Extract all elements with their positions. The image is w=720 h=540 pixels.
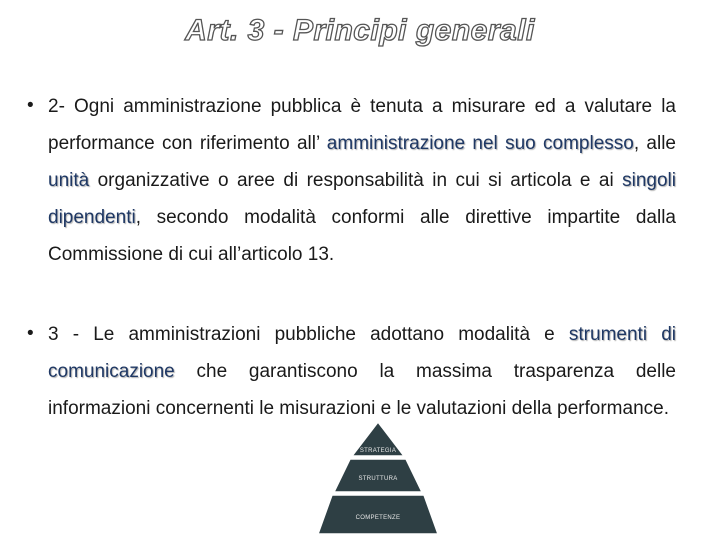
paragraph-number: 3 -	[48, 324, 80, 345]
highlight-term: amministrazione nel suo complesso	[326, 133, 634, 154]
slide-title: Art. 3 - Principi generali	[185, 14, 535, 47]
paragraph-art3-comma3	[48, 316, 676, 427]
highlight-term: strumenti di comunicazione	[48, 324, 676, 382]
pyramid-label-middle: STRUTTURA	[358, 476, 398, 482]
paragraph-text: che garantiscono la massima trasparenza delle informazioni concernenti le misurazioni e le valutazioni della performance.	[48, 361, 676, 419]
paragraph-number: 2-	[48, 96, 65, 117]
paragraph-text: organizzative o aree di responsabilità in cui si articola e ai	[89, 170, 623, 191]
bullet-marker: •	[27, 323, 34, 344]
pyramid-label-top: STRATEGIA	[359, 448, 397, 454]
paragraph-text: Ogni amministrazione pubblica è tenuta a misurare ed a valutare la performance con riferimento all’	[48, 96, 676, 154]
paragraph-text: , alle	[633, 133, 677, 154]
pyramid-diagram	[318, 422, 438, 534]
highlight-term: unità	[48, 170, 90, 191]
paragraph-art3-comma2	[48, 88, 676, 273]
paragraph-text: , secondo modalità conformi alle direttive impartite dalla Commissione di cui all’articolo 13.	[48, 207, 676, 265]
pyramid-label-bottom: COMPETENZE	[355, 515, 401, 521]
paragraph-text: Le amministrazioni pubbliche adottano modalità e	[79, 324, 569, 345]
bullet-marker: •	[27, 95, 34, 116]
highlight-term: singoli dipendenti	[48, 170, 676, 228]
